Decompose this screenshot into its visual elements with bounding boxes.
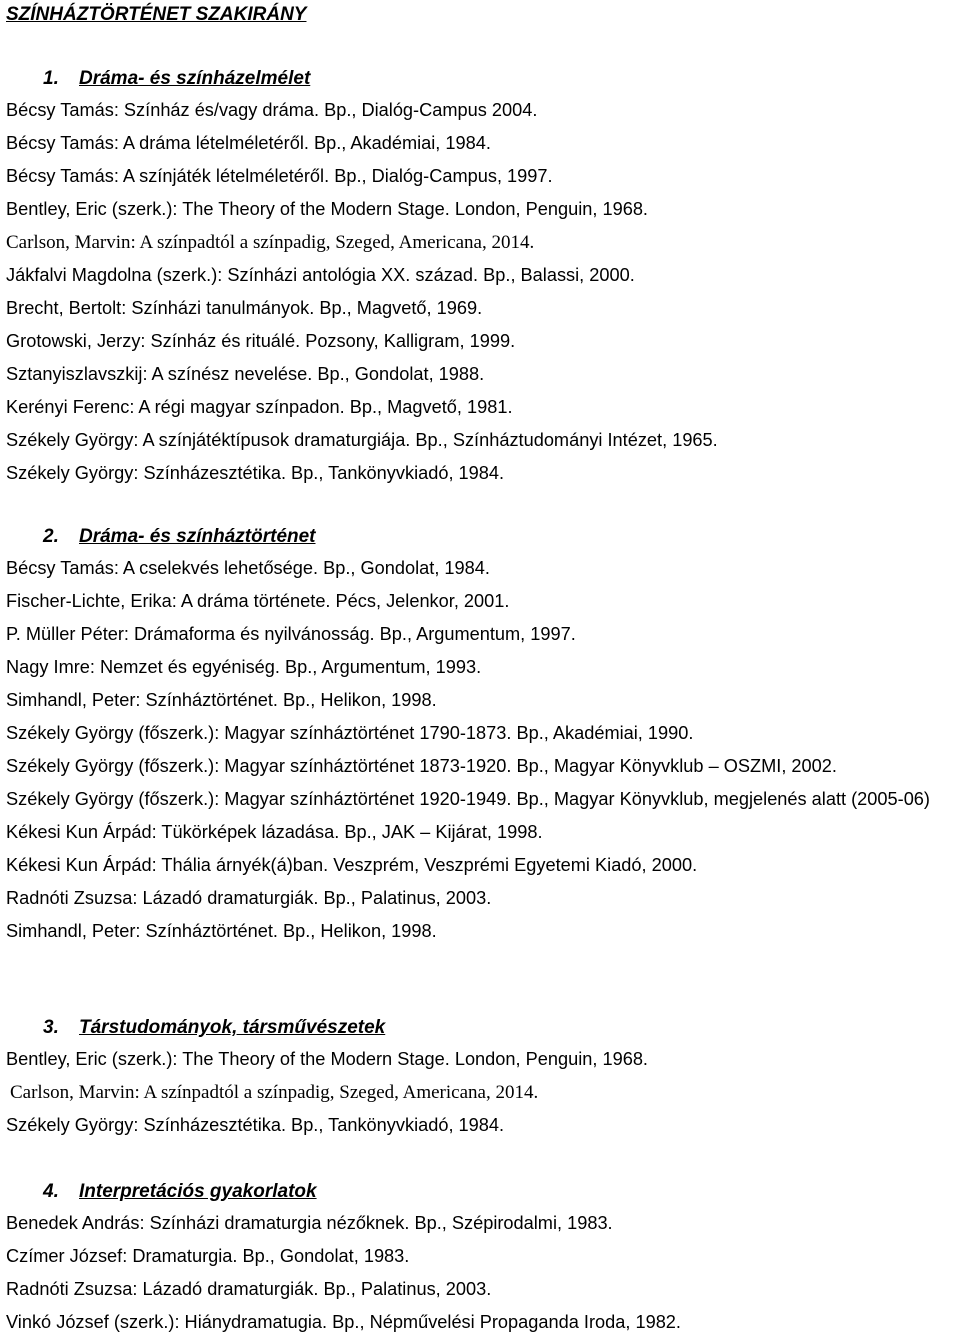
- section-heading: [6, 1176, 956, 1207]
- section-number: 4.: [43, 1181, 59, 1202]
- bibliography-entry: Vinkó József (szerk.): Hiánydramatugia. Bp., Népművelési Propaganda Iroda, 1982.: [6, 1312, 681, 1332]
- section-related-disciplines: [6, 1012, 956, 1142]
- bibliography-entry: Székely György (főszerk.): Magyar színháztörténet 1920-1949. Bp., Magyar Könyvklub, megjelenés alatt (2005-06): [6, 789, 930, 809]
- document-title: SZÍNHÁZTÖRTÉNET SZAKIRÁNY: [6, 4, 307, 25]
- bibliography-entry: Benedek András: Színházi dramaturgia nézőknek. Bp., Szépirodalmi, 1983.: [6, 1213, 613, 1233]
- bibliography-entry: Simhandl, Peter: Színháztörténet. Bp., Helikon, 1998.: [6, 690, 437, 710]
- bibliography-entry: Carlson, Marvin: A színpadtól a színpadig, Szeged, Americana, 2014.: [10, 1082, 539, 1103]
- bibliography-entry: Kékesi Kun Árpád: Thália árnyék(á)ban. Veszprém, Veszprémi Egyetemi Kiadó, 2000.: [6, 855, 698, 875]
- section-title: Társtudományok, társművészetek: [79, 1017, 386, 1038]
- section-interpretation-practice: [6, 1176, 956, 1339]
- section-title: Dráma- és színházelmélet: [79, 68, 311, 89]
- bibliography-entry: Bécsy Tamás: A cselekvés lehetősége. Bp., Gondolat, 1984.: [6, 558, 490, 578]
- bibliography-entry: Kékesi Kun Árpád: Tükörképek lázadása. Bp., JAK – Kijárat, 1998.: [6, 822, 543, 842]
- section-heading: [6, 521, 956, 552]
- bibliography-entry: Bécsy Tamás: A színjáték lételméletéről. Bp., Dialóg-Campus, 1997.: [6, 166, 553, 186]
- bibliography-entry: Székely György (főszerk.): Magyar színháztörténet 1790-1873. Bp., Akadémiai, 1990.: [6, 723, 694, 743]
- bibliography-entry: Brecht, Bertolt: Színházi tanulmányok. Bp., Magvető, 1969.: [6, 298, 483, 318]
- bibliography-entry: Czímer József: Dramaturgia. Bp., Gondolat, 1983.: [6, 1246, 410, 1266]
- bibliography-entry: Székely György (főszerk.): Magyar színháztörténet 1873-1920. Bp., Magyar Könyvklub – OSZMI, 2002.: [6, 756, 837, 776]
- bibliography-entry: Jákfalvi Magdolna (szerk.): Színházi antológia XX. század. Bp., Balassi, 2000.: [6, 265, 635, 285]
- section-heading: [6, 1012, 956, 1043]
- bibliography-entry: Bécsy Tamás: Színház és/vagy dráma. Bp., Dialóg-Campus 2004.: [6, 100, 538, 120]
- bibliography-entry: P. Müller Péter: Drámaforma és nyilvánosság. Bp., Argumentum, 1997.: [6, 624, 576, 644]
- section-drama-history: [6, 521, 956, 948]
- section-number: 2.: [43, 526, 59, 547]
- bibliography-entry: Bentley, Eric (szerk.): The Theory of the Modern Stage. London, Penguin, 1968.: [6, 199, 648, 219]
- bibliography-entry: Kerényi Ferenc: A régi magyar színpadon. Bp., Magvető, 1981.: [6, 397, 513, 417]
- bibliography-entry: Székely György: Színházesztétika. Bp., Tankönyvkiadó, 1984.: [6, 463, 505, 483]
- section-drama-theory: [6, 63, 956, 490]
- bibliography-entry: Székely György: A színjátéktípusok dramaturgiája. Bp., Színháztudományi Intézet, 1965.: [6, 430, 718, 450]
- section-title: Dráma- és színháztörténet: [79, 526, 316, 547]
- bibliography-entry: Simhandl, Peter: Színháztörténet. Bp., Helikon, 1998.: [6, 921, 437, 941]
- bibliography-entry: Nagy Imre: Nemzet és egyéniség. Bp., Argumentum, 1993.: [6, 657, 482, 677]
- bibliography-entry: Grotowski, Jerzy: Színház és rituálé. Pozsony, Kalligram, 1999.: [6, 331, 516, 351]
- bibliography-entry: Radnóti Zsuzsa: Lázadó dramaturgiák. Bp., Palatinus, 2003.: [6, 1279, 492, 1299]
- section-heading: [6, 63, 956, 94]
- bibliography-entry: Carlson, Marvin: A színpadtól a színpadig, Szeged, Americana, 2014.: [6, 232, 535, 253]
- bibliography-entry: Bécsy Tamás: A dráma lételméletéről. Bp., Akadémiai, 1984.: [6, 133, 491, 153]
- bibliography-entry: Fischer-Lichte, Erika: A dráma története. Pécs, Jelenkor, 2001.: [6, 591, 510, 611]
- section-number: 3.: [43, 1017, 59, 1038]
- bibliography-entry: Székely György: Színházesztétika. Bp., Tankönyvkiadó, 1984.: [6, 1115, 505, 1135]
- bibliography-entry: Bentley, Eric (szerk.): The Theory of the Modern Stage. London, Penguin, 1968.: [6, 1049, 648, 1069]
- section-number: 1.: [43, 68, 59, 89]
- section-title: Interpretációs gyakorlatok: [79, 1181, 317, 1202]
- bibliography-entry: Sztanyiszlavszkij: A színész nevelése. Bp., Gondolat, 1988.: [6, 364, 485, 384]
- bibliography-entry: Radnóti Zsuzsa: Lázadó dramaturgiák. Bp., Palatinus, 2003.: [6, 888, 492, 908]
